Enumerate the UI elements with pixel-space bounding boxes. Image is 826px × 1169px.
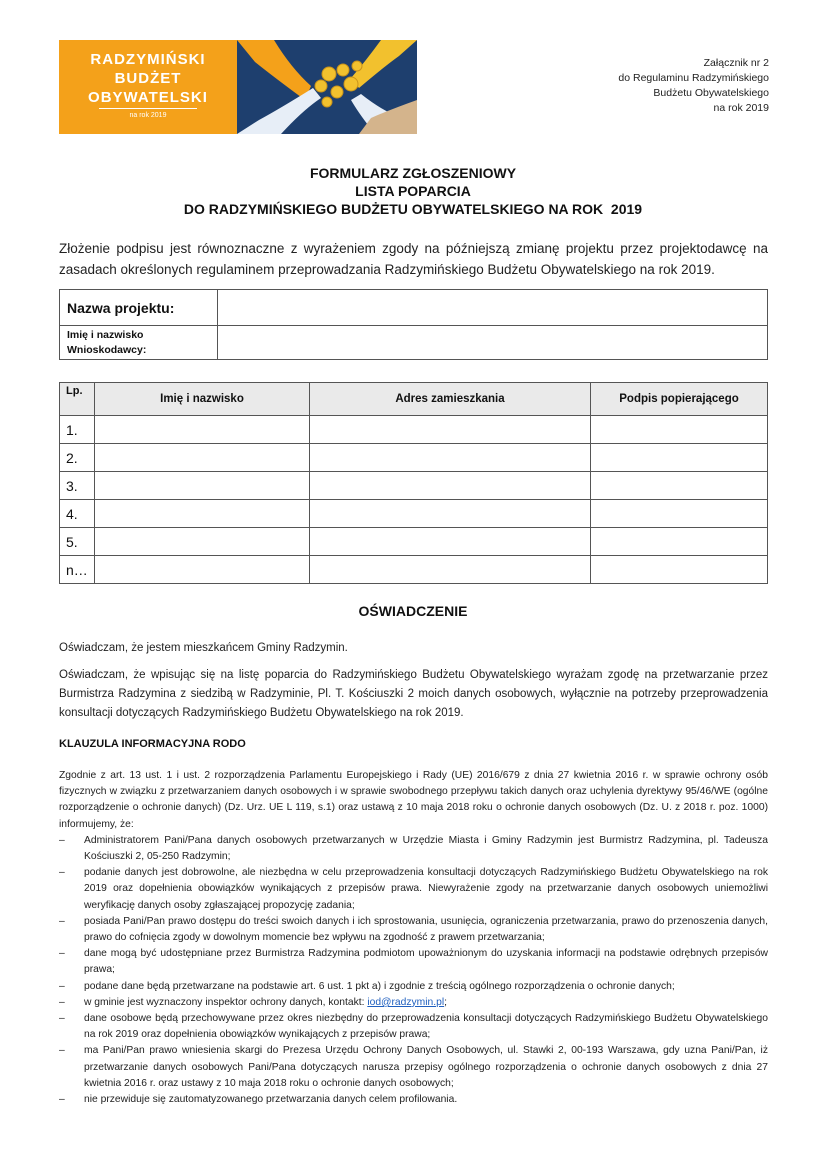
signature-cell[interactable] xyxy=(591,444,768,472)
row-number: n… xyxy=(60,556,95,584)
applicant-label-line-1: Imię i nazwisko xyxy=(67,328,144,341)
project-name-row xyxy=(60,290,768,326)
attachment-line-2: do Regulaminu Radzymińskiego xyxy=(618,72,769,84)
rodo-intro: Zgodnie z art. 13 ust. 1 i ust. 2 rozporządzenia Parlamentu Europejskiego i Rady (UE) 2016/679 z dnia 27 kwietnia 2016 r. w sprawie ochrony osób fizycznych w związku z przetwarzaniem danych osobowych i w sprawie swobodnego przepływu takich danych oraz uchylenia dyrektywy 95/46/WE (ogólne rozporządzenie o ochronie danych) (Dz. Urz. UE L 119, s.1) oraz ustawą z 10 maja 2018 roku o ochronie danych osobowych (Dz. U. z 2018 r. poz. 1000) informujemy, że: xyxy=(59,770,768,830)
logo-year: na rok 2019 xyxy=(129,112,167,119)
support-row xyxy=(60,528,768,556)
row-number: 3. xyxy=(60,472,95,500)
rodo-item-text: dane mogą być udostępniane przez Burmistrza Radzymina podmiotom upoważnionym do uzyskania informacji na podstawie odrębnych przepisów prawa; xyxy=(84,948,768,976)
form-title xyxy=(59,164,767,218)
signature-cell[interactable] xyxy=(591,416,768,444)
project-table xyxy=(59,289,768,360)
address-cell[interactable] xyxy=(310,556,591,584)
rodo-item-text: dane osobowe będą przechowywane przez okres niezbędny do przeprowadzenia konsultacji dotyczących Radzymińskiego Budżetu Obywatelskiego na rok 2019 oraz dopełnienia obowiązków wynikających z przepisów prawa; xyxy=(84,1013,768,1041)
applicant-label-line-2: Wnioskodawcy: xyxy=(67,343,147,356)
dash-icon: – xyxy=(59,996,65,1008)
rodo-item xyxy=(59,833,768,865)
address-cell[interactable] xyxy=(310,528,591,556)
row-number: 5. xyxy=(60,528,95,556)
header-address: Adres zamieszkania xyxy=(310,383,591,416)
signature-cell[interactable] xyxy=(591,556,768,584)
support-row xyxy=(60,472,768,500)
rodo-list xyxy=(59,833,768,1108)
applicant-row xyxy=(60,326,768,360)
rodo-clause xyxy=(59,768,768,1108)
attachment-line-1: Załącznik nr 2 xyxy=(703,57,769,69)
support-table xyxy=(59,382,768,584)
rodo-item xyxy=(59,979,768,995)
header-signature: Podpis popierającego xyxy=(591,383,768,416)
name-cell[interactable] xyxy=(95,500,310,528)
rodo-item xyxy=(59,914,768,946)
dash-icon: – xyxy=(59,948,65,960)
dash-icon: – xyxy=(59,1094,65,1106)
rodo-item-text: podane dane będą przetwarzane na podstawie art. 6 ust. 1 pkt a) i zgodnie z treścią ogólnego rozporządzenia o ochronie danych; xyxy=(84,980,675,992)
intro-paragraph: Złożenie podpisu jest równoznaczne z wyrażeniem zgody na późniejszą zmianę projektu przez projektodawcę na zasadach określonych regulaminem przeprowadzania Radzymińskiego Budżetu Obywatelskiego na rok 2019. xyxy=(59,241,768,277)
support-row xyxy=(60,416,768,444)
logo-line-1: RADZYMIŃSKI xyxy=(90,51,206,68)
form-title-line-1: FORMULARZ ZGŁOSZENIOWY xyxy=(309,165,517,181)
signature-cell[interactable] xyxy=(591,528,768,556)
rodo-item xyxy=(59,1043,768,1092)
form-title-line-2: LISTA POPARCIA xyxy=(355,183,471,199)
signature-cell[interactable] xyxy=(591,500,768,528)
support-row xyxy=(60,444,768,472)
dash-icon: – xyxy=(59,915,65,927)
address-cell[interactable] xyxy=(310,472,591,500)
declaration-paragraph-1: Oświadczam, że jestem mieszkańcem Gminy Radzymin. xyxy=(59,642,348,654)
logo-banner xyxy=(59,40,417,134)
row-number: 4. xyxy=(60,500,95,528)
inspector-email-link[interactable]: iod@radzymin.pl xyxy=(367,996,445,1008)
name-cell[interactable] xyxy=(95,528,310,556)
inspector-suffix: ; xyxy=(444,996,448,1008)
name-cell[interactable] xyxy=(95,556,310,584)
rodo-item-text: podanie danych jest dobrowolne, ale niezbędna w celu przeprowadzenia konsultacji dotyczących Radzymińskiego Budżetu Obywatelskiego na rok 2019 oraz dopełnienia obowiązków wynikających z przepisów prawa. Niewyrażenie zgody na przetwarzanie danych osobowych uniemożliwi weryfikację danych osoby zgłaszającej propozycję zadania; xyxy=(84,867,768,911)
rodo-item xyxy=(59,865,768,914)
rodo-item-text: posiada Pani/Pan prawo dostępu do treści swoich danych i ich sprostowania, usunięcia, ograniczenia przetwarzania, prawo do przenoszenia danych, prawo do cofnięcia zgody w dowolnym momencie bez wpływu na zgodność z prawem przetwarzania; xyxy=(84,915,768,944)
name-cell[interactable] xyxy=(95,444,310,472)
dash-icon: – xyxy=(59,867,65,879)
address-cell[interactable] xyxy=(310,500,591,528)
dash-icon: – xyxy=(59,980,65,992)
rodo-item xyxy=(59,946,768,978)
support-table-header xyxy=(60,383,768,416)
row-number: 2. xyxy=(60,444,95,472)
attachment-note xyxy=(618,56,769,116)
rodo-item-text: Administratorem Pani/Pana danych osobowych przetwarzanych w Urzędzie Miasta i Gminy Radzymin jest Burmistrz Radzymina, pl. Tadeusza Kościuszki 2, 05-250 Radzymin; xyxy=(84,834,768,863)
project-name-label: Nazwa projektu: xyxy=(60,290,218,326)
logo-line-2: BUDŻET xyxy=(114,70,182,87)
project-name-field[interactable] xyxy=(218,290,768,326)
header-lp: Lp. xyxy=(60,383,95,416)
name-cell[interactable] xyxy=(95,416,310,444)
attachment-line-3: Budżetu Obywatelskiego xyxy=(653,87,769,99)
rodo-item-inspector xyxy=(59,995,768,1011)
address-cell[interactable] xyxy=(310,416,591,444)
rodo-item xyxy=(59,1011,768,1043)
hands-coins-illustration xyxy=(59,40,417,134)
applicant-label xyxy=(60,326,218,360)
row-number: 1. xyxy=(60,416,95,444)
support-row xyxy=(60,500,768,528)
inspector-prefix: w gminie jest wyznaczony inspektor ochrony danych, kontakt: xyxy=(84,996,368,1008)
attachment-line-4: na rok 2019 xyxy=(713,102,769,114)
dash-icon: – xyxy=(59,834,65,846)
name-cell[interactable] xyxy=(95,472,310,500)
rodo-item-text: nie przewiduje się zautomatyzowanego przetwarzania danych celem profilowania. xyxy=(84,1094,458,1106)
rodo-title: KLAUZULA INFORMACYJNA RODO xyxy=(59,738,246,750)
applicant-name-field[interactable] xyxy=(218,326,768,360)
signature-cell[interactable] xyxy=(591,472,768,500)
rodo-item-text: ma Pani/Pan prawo wniesienia skargi do Prezesa Urzędu Ochrony Danych Osobowych, ul. Stawki 2, 00-193 Warszawa, gdy uzna Pani/Pan, iż przetwarzanie danych osobowych Pani/Pana dotyczących narusza przepisy ogólnego rozporządzenia o ochronie danych osobowych z dnia 27 kwietnia 2016 r. oraz ustawy z 10 maja 2018 roku o ochronie danych osobowych; xyxy=(84,1045,768,1089)
dash-icon: – xyxy=(59,1045,65,1057)
support-row xyxy=(60,556,768,584)
rodo-item xyxy=(59,1092,768,1108)
header-name: Imię i nazwisko xyxy=(95,383,310,416)
address-cell[interactable] xyxy=(310,444,591,472)
declaration-paragraph-2: Oświadczam, że wpisując się na listę poparcia do Radzymińskiego Budżetu Obywatelskiego wyrażam zgodę na przetwarzanie przez Burmistrza Radzymina z siedzibą w Radzyminie, Pl. T. Kościuszki 2 moich danych osobowych, wyłącznie na potrzeby przeprowadzenia konsultacji dotyczących Radzymińskiego Budżetu Obywatelskiego na rok 2019. xyxy=(59,669,768,719)
dash-icon: – xyxy=(59,1013,65,1025)
declaration-title: OŚWIADCZENIE xyxy=(358,603,468,619)
form-title-line-3: DO RADZYMIŃSKIEGO BUDŻETU OBYWATELSKIEGO NA ROK 2019 xyxy=(183,201,643,217)
logo-line-3: OBYWATELSKI xyxy=(88,89,208,106)
